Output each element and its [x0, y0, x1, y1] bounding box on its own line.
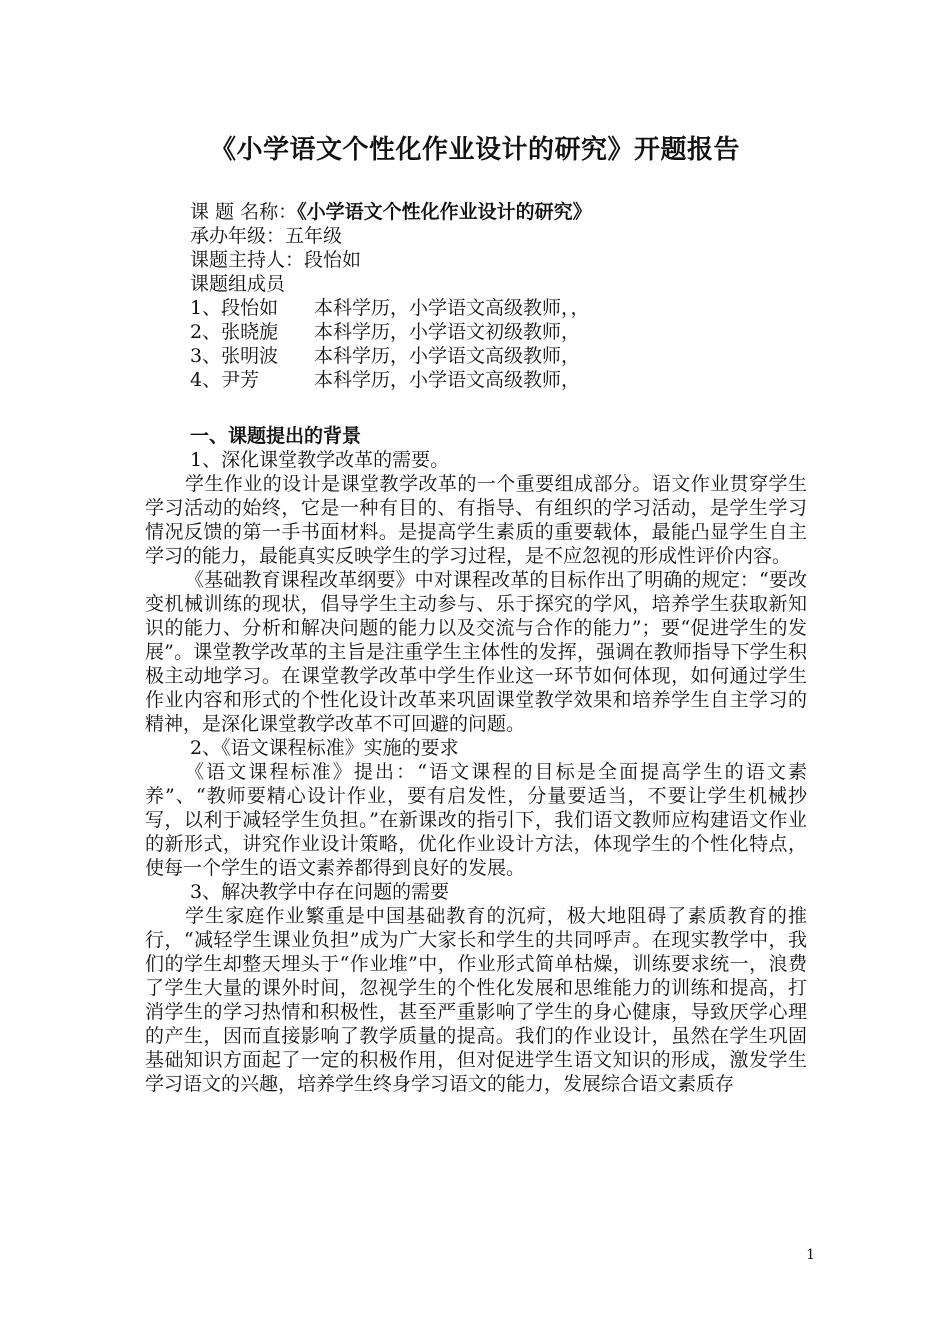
member-row [190, 344, 810, 368]
member-info: 本科学历，小学语文高级教师，， [314, 297, 590, 319]
paragraph-4: 学生家庭作业繁重是中国基础教育的沉疴，极大地阻碍了素质教育的推行，“减轻学生课业负担”成为广大家长和学生的共同呼声。在现实教学中，我们的学生却整天埋头于“作业堆”中，作业形式简单枯燥，训练要求统一，浪费了学生大量的课外时间，忽视学生的个性化发展和思维能力的训练和提高，打消学生的学习热情和积极性，甚至严重影响了学生的身心健康，导致厌学心理的产生，因而直接影响了教学质量的提高。我们的作业设计，虽然在学生巩固基础知识方面起了一定的积极作用，但对促进学生语文知识的形成，激发学生学习语文的兴趣，培养学生终身学习语文的能力，发展综合语文素质存 [145, 905, 807, 1095]
member-info: 本科学历，小学语文高级教师， [314, 369, 581, 391]
member-name: 1、段怡如 [190, 297, 279, 319]
section-heading: 一、课题提出的背景 [190, 425, 362, 447]
report-meta [190, 200, 810, 392]
member-info: 本科学历，小学语文初级教师， [314, 321, 581, 343]
member-name: 2、张晓旎 [190, 321, 279, 343]
member-row [190, 320, 810, 344]
topic-value: 《小学语文个性化作业设计的研究》 [297, 201, 592, 223]
subheading-2: 2、《语文课程标准》实施的要求 [190, 737, 459, 759]
subheading-1: 1、深化课堂教学改革的需要。 [190, 449, 450, 471]
members-label: 课题组成员 [190, 273, 286, 295]
report-body [145, 424, 807, 1096]
member-name: 4、尹芳 [190, 369, 260, 391]
paragraph-2: 《基础教育课程改革纲要》中对课程改革的目标作出了明确的规定：“要改变机械训练的现状，倡导学生主动参与、乐于探究的学风，培养学生获取新知识的能力、分析和解决问题的能力以及交流与合作的能力”；要“促进学生的发展”。课堂教学改革的主旨是注重学生主体性的发挥，强调在教师指导下学生积极主动地学习。在课堂教学改革中学生作业这一环节如何体现，如何通过学生作业内容和形式的个性化设计改革来巩固课堂教学效果和培养学生自主学习的精神，是深化课堂教学改革不可回避的问题。 [145, 569, 807, 735]
paragraph-3: 《语文课程标准》提出：“语文课程的目标是全面提高学生的语文素养”、“教师要精心设计作业，要有启发性，分量要适当，不要让学生机械抄写，以利于减轻学生负担。”在新课改的指引下，我们语文教师应构建语文作业的新形式，讲究作业设计策略，优化作业设计方法，体现学生的个性化特点，使每一个学生的语文素养都得到良好的发展。 [145, 761, 807, 879]
topic-label: 课 题 名称： [190, 201, 298, 223]
member-name: 3、张明波 [190, 345, 279, 367]
grade-row: 承办年级：五年级 [190, 225, 343, 247]
member-row [190, 368, 810, 392]
paragraph-1: 学生作业的设计是课堂教学改革的一个重要组成部分。语文作业贯穿学生学习活动的始终，它是一种有目的、有指导、有组织的学习活动，是学生学习情况反馈的第一手书面材料。是提高学生素质的重要载体，最能凸显学生自主学习的能力，最能真实反映学生的学习过程，是不应忽视的形成性评价内容。 [145, 473, 807, 567]
subheading-3: 3、解决教学中存在问题的需要 [190, 881, 450, 903]
topic-row [190, 200, 810, 224]
host-row: 课题主持人：段怡如 [190, 249, 362, 271]
document-title: 《小学语文个性化作业设计的研究》开题报告 [209, 135, 740, 165]
page-number: 1 [806, 1247, 815, 1263]
member-info: 本科学历，小学语文高级教师， [314, 345, 581, 367]
member-row [190, 296, 810, 320]
